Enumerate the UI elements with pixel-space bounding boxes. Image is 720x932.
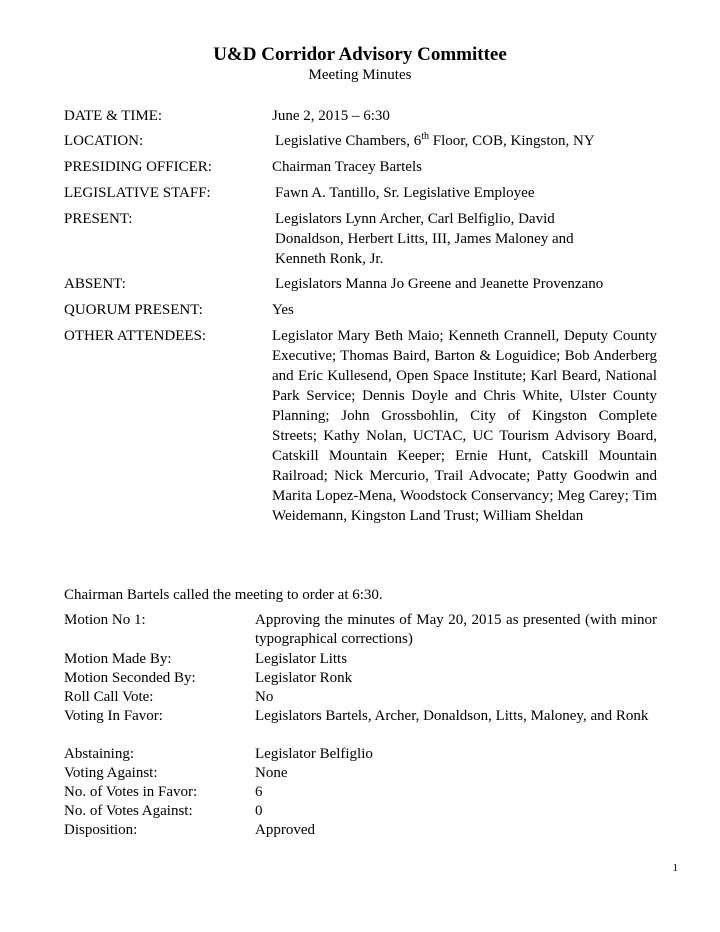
motion-made-label: Motion Made By: [64, 651, 172, 667]
document-title: U&D Corridor Advisory Committee [213, 44, 507, 65]
location-label: LOCATION: [64, 133, 144, 149]
quorum-value: Yes [272, 302, 294, 318]
votes-against-count-label: No. of Votes Against: [64, 803, 193, 819]
motion-seconded-label: Motion Seconded By: [64, 670, 196, 686]
disposition-label: Disposition: [64, 822, 138, 838]
date-label: DATE & TIME: [64, 108, 163, 124]
abstaining-label: Abstaining: [64, 746, 134, 762]
page-number: 1 [672, 862, 678, 874]
absent-value: Legislators Manna Jo Greene and Jeanette Provenzano [275, 276, 604, 292]
rollcall-value: No [255, 689, 274, 705]
staff-label: LEGISLATIVE STAFF: [64, 185, 211, 201]
location-value-pre: Legislative Chambers, 6 [275, 133, 422, 149]
present-label: PRESENT: [64, 211, 133, 227]
voting-favor-label: Voting In Favor: [64, 708, 163, 724]
voting-against-label: Voting Against: [64, 765, 158, 781]
votes-favor-count-value: 6 [255, 784, 263, 800]
absent-label: ABSENT: [64, 276, 126, 292]
votes-against-count-value: 0 [255, 803, 263, 819]
motion-seconded-value: Legislator Ronk [255, 670, 353, 686]
call-to-order-text: Chairman Bartels called the meeting to order at 6:30. [64, 587, 383, 603]
voting-favor-value: Legislators Bartels, Archer, Donaldson, Litts, Maloney, and Ronk [255, 708, 649, 724]
motion-no-value: Approving the minutes of May 20, 2015 as presented (with minor typographical corrections) [255, 612, 657, 647]
present-value: Legislators Lynn Archer, Carl Belfiglio, David Donaldson, Herbert Litts, III, James Maloney and Kenneth Ronk, Jr. [275, 211, 574, 267]
document-subtitle: Meeting Minutes [308, 67, 412, 83]
quorum-label: QUORUM PRESENT: [64, 302, 203, 318]
location-superscript: th [421, 131, 429, 142]
motion-no-label: Motion No 1: [64, 612, 146, 628]
others-label: OTHER ATTENDEES: [64, 328, 207, 344]
presiding-label: PRESIDING OFFICER: [64, 159, 212, 175]
motion-made-value: Legislator Litts [255, 651, 348, 667]
voting-against-value: None [255, 765, 288, 781]
rollcall-label: Roll Call Vote: [64, 689, 154, 705]
staff-value: Fawn A. Tantillo, Sr. Legislative Employee [275, 185, 535, 201]
date-value: June 2, 2015 – 6:30 [272, 108, 390, 124]
abstaining-value: Legislator Belfiglio [255, 746, 373, 762]
presiding-value: Chairman Tracey Bartels [272, 159, 422, 175]
location-value-post: Floor, COB, Kingston, NY [429, 133, 595, 149]
votes-favor-count-label: No. of Votes in Favor: [64, 784, 198, 800]
others-value: Legislator Mary Beth Maio; Kenneth Crannell, Deputy County Executive; Thomas Baird, Barton & Loguidice; Bob Anderberg and Eric Kullesend, Open Space Institute; Karl Beard, National Park Service; Dennis Doyle and Chris White, Ulster County Planning; John Grossbohlin, City of Kingston Complete Streets; Kathy Nolan, UCTAC, UC Tourism Advisory Board, Catskill Mountain Keeper; Ernie Hunt, Catskill Mountain Railroad; Nick Mercurio, Trail Advocate; Patty Goodwin and Marita Lopez-Mena, Woodstock Conservancy; Meg Carey; Tim Weidemann, Kingston Land Trust; William Sheldan [272, 328, 657, 524]
location-value [275, 131, 595, 151]
disposition-value: Approved [255, 822, 315, 838]
